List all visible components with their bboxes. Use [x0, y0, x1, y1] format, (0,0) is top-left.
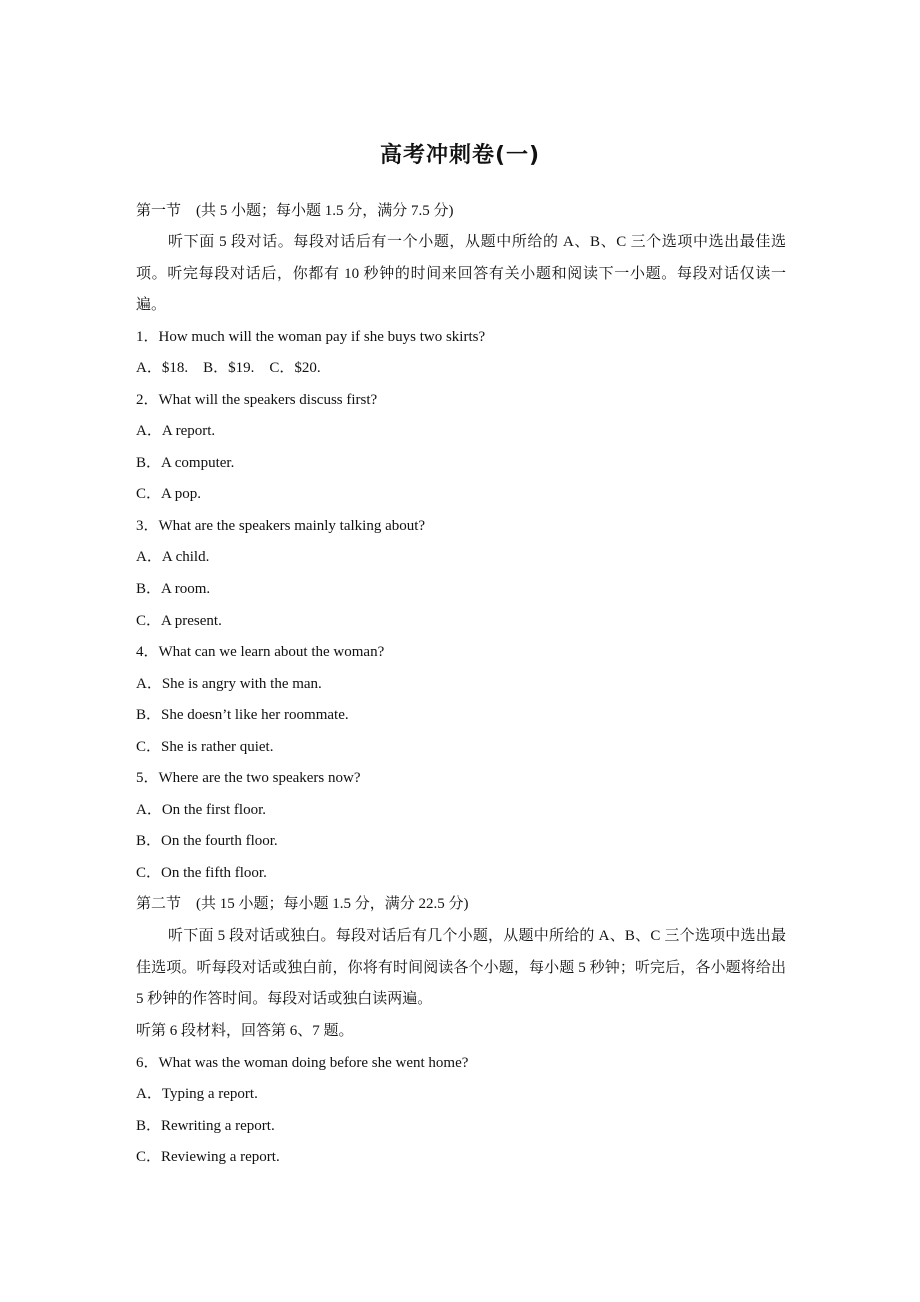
- question-1-options: A．$18. B．$19. C．$20.: [136, 360, 321, 376]
- question-2-option-a: A．A report.: [136, 423, 216, 439]
- section2-heading: 第二节 (共 15 小题；每小题 1.5 分，满分 22.5 分): [136, 896, 469, 912]
- question-3-option-c: C．A present.: [136, 613, 222, 629]
- section1-instructions: 听下面 5 段对话。每段对话后有一个小题，从题中所给的 A、B、C 三个选项中选出最佳选项。听完每段对话后，你都有 10 秒钟的时间来回答有关小题和阅读下一小题。每段对话仅读一遍。: [136, 234, 786, 313]
- question-2-option-b: B．A computer.: [136, 455, 235, 471]
- question-5: 5．Where are the two speakers now?: [136, 770, 361, 786]
- question-6-option-a: A．Typing a report.: [136, 1086, 258, 1102]
- question-6: 6．What was the woman doing before she went home?: [136, 1055, 469, 1071]
- question-1: 1．How much will the woman pay if she buys two skirts?: [136, 329, 486, 345]
- question-4-option-a: A．She is angry with the man.: [136, 676, 322, 692]
- page-title: 高考冲刺卷(一): [379, 143, 541, 168]
- question-6-option-c: C．Reviewing a report.: [136, 1149, 280, 1165]
- question-2: 2．What will the speakers discuss first?: [136, 392, 378, 408]
- question-3: 3．What are the speakers mainly talking about?: [136, 518, 426, 534]
- section1-heading: 第一节 (共 5 小题；每小题 1.5 分，满分 7.5 分): [136, 203, 454, 219]
- question-5-option-b: B．On the fourth floor.: [136, 833, 278, 849]
- question-2-option-c: C．A pop.: [136, 486, 202, 502]
- question-3-option-a: A．A child.: [136, 549, 210, 565]
- question-4-option-b: B．She doesn’t like her roommate.: [136, 707, 349, 723]
- question-6-option-b: B．Rewriting a report.: [136, 1118, 275, 1134]
- material-note: 听第 6 段材料，回答第 6、7 题。: [136, 1023, 354, 1039]
- section2-instructions: 听下面 5 段对话或独白。每段对话后有几个小题，从题中所给的 A、B、C 三个选项中选出最佳选项。听每段对话或独白前，你将有时间阅读各个小题，每小题 5 秒钟；听完后，各小题将给出 5 秒钟的作答时间。每段对话或独白读两遍。: [136, 928, 786, 1007]
- question-5-option-c: C．On the fifth floor.: [136, 865, 267, 881]
- question-4-option-c: C．She is rather quiet.: [136, 739, 274, 755]
- question-5-option-a: A．On the first floor.: [136, 802, 266, 818]
- question-4: 4．What can we learn about the woman?: [136, 644, 385, 660]
- question-3-option-b: B．A room.: [136, 581, 211, 597]
